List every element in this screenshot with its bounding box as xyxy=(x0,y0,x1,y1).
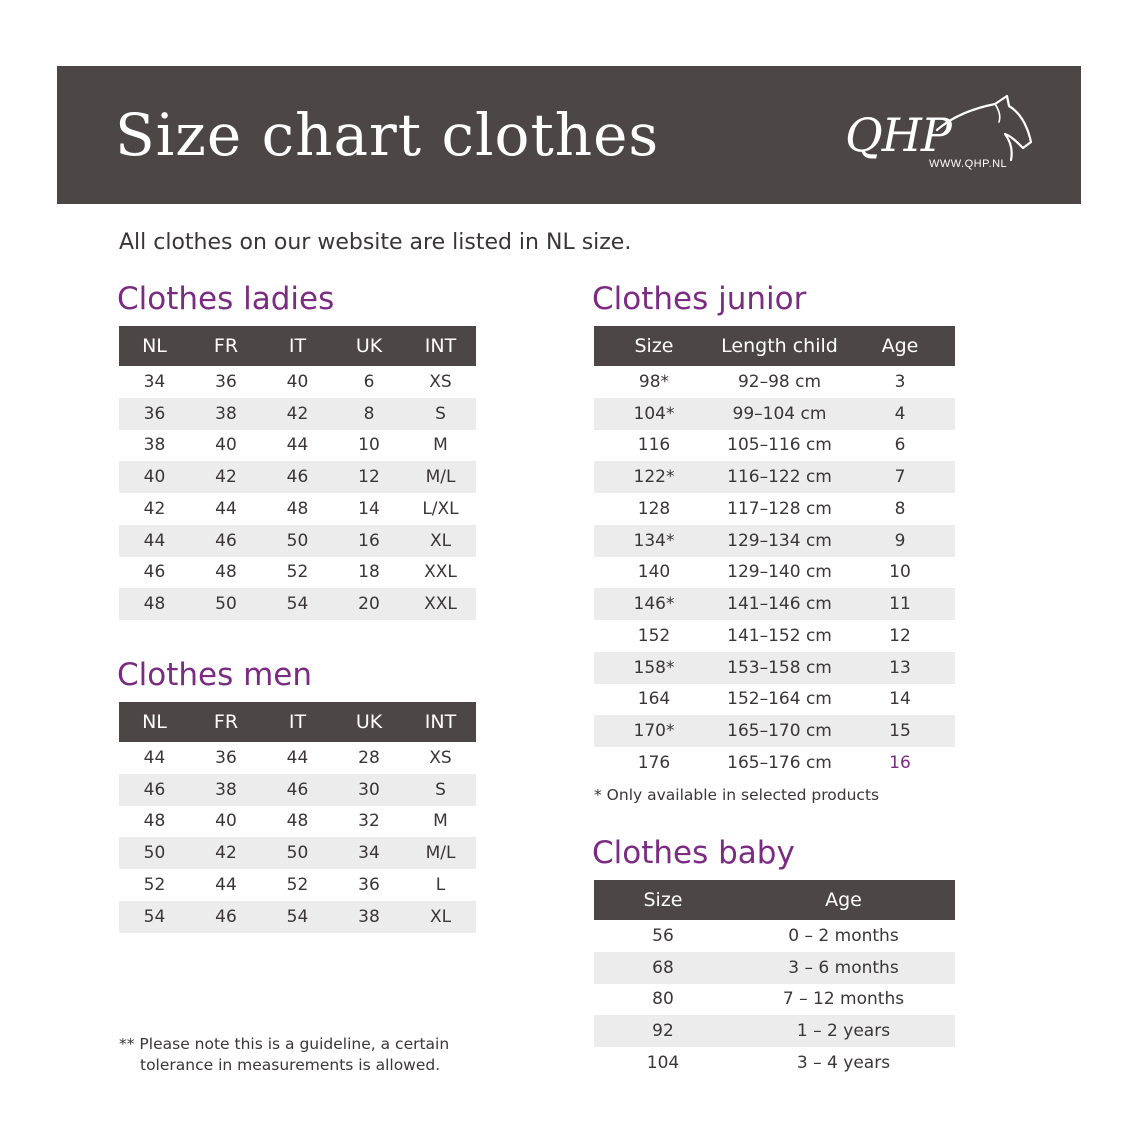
column-header: Size xyxy=(594,880,732,920)
table-cell: 140 xyxy=(637,562,671,583)
table-cell: 105–116 cm xyxy=(727,435,832,456)
table-cell: 98* xyxy=(638,371,670,392)
men-table xyxy=(119,702,476,933)
table-cell: XXL xyxy=(405,588,476,620)
table-header-row xyxy=(594,880,955,920)
table-cell: 92–98 cm xyxy=(737,371,822,392)
table-cell: 16 xyxy=(333,525,405,557)
table-cell: 40 xyxy=(215,811,237,832)
table-cell: M/L xyxy=(405,461,476,493)
table-row xyxy=(119,806,476,838)
table-cell: XS xyxy=(429,747,452,768)
table-cell: S xyxy=(405,774,476,806)
table-row xyxy=(119,557,476,589)
table-cell: 1 – 2 years xyxy=(732,1015,955,1047)
table-cell: 44 xyxy=(286,747,309,768)
table-cell: 10 xyxy=(358,435,380,456)
table-cell: 44 xyxy=(286,435,309,456)
table-cell: 13 xyxy=(845,652,955,684)
table-cell: 3 – 6 months xyxy=(732,952,955,984)
qhp-logo xyxy=(843,94,1033,178)
table-cell: 128 xyxy=(637,498,671,519)
table-row xyxy=(119,901,476,933)
table-cell: 10 xyxy=(889,562,911,583)
table-cell: 44 xyxy=(143,747,166,768)
disclaimer-line-1: ** Please note this is a guideline, a certain xyxy=(119,1035,450,1053)
table-row xyxy=(594,1015,955,1047)
table-header-row xyxy=(119,702,476,742)
table-cell: 134* xyxy=(594,525,714,557)
baby-title: Clothes baby xyxy=(592,835,795,871)
table-cell: 117–128 cm xyxy=(727,498,832,519)
column-header: INT xyxy=(405,702,476,742)
table-cell: 15 xyxy=(845,715,955,747)
table-row xyxy=(594,398,955,430)
table-cell: 11 xyxy=(845,588,955,620)
table-cell: 7 – 12 months xyxy=(782,989,905,1010)
table-cell: 14 xyxy=(889,689,911,710)
table-cell: L xyxy=(435,874,446,895)
table-cell: 99–104 cm xyxy=(714,398,845,430)
table-cell: 165–170 cm xyxy=(714,715,845,747)
table-cell: 54 xyxy=(119,901,190,933)
table-row xyxy=(594,557,955,589)
table-cell: 54 xyxy=(262,901,333,933)
column-header: IT xyxy=(262,326,333,366)
column-header: Size xyxy=(594,326,714,366)
table-row xyxy=(119,588,476,620)
table-cell: 170* xyxy=(594,715,714,747)
table-cell: 46 xyxy=(143,562,166,583)
table-cell: 3 xyxy=(894,371,906,392)
table-cell: 164 xyxy=(637,689,671,710)
column-header: NL xyxy=(119,702,190,742)
column-header: UK xyxy=(333,326,405,366)
table-cell: 48 xyxy=(143,811,166,832)
table-row xyxy=(594,493,955,525)
table-cell: 46 xyxy=(262,774,333,806)
table-cell: 52 xyxy=(143,874,166,895)
table-cell: 104 xyxy=(646,1052,680,1073)
table-cell: L/XL xyxy=(422,498,459,519)
table-cell: 34 xyxy=(143,371,166,392)
table-cell: 36 xyxy=(358,874,380,895)
table-cell: 14 xyxy=(358,498,380,519)
table-cell: 44 xyxy=(215,498,237,519)
table-cell: 38 xyxy=(333,901,405,933)
table-cell: 7 xyxy=(845,461,955,493)
column-header: INT xyxy=(405,326,476,366)
column-header: Age xyxy=(732,880,955,920)
table-row xyxy=(594,588,955,620)
table-cell: XL xyxy=(405,901,476,933)
table-cell: 50 xyxy=(119,837,190,869)
column-header: Length child xyxy=(714,326,845,366)
table-cell: 8 xyxy=(894,498,906,519)
table-cell: 12 xyxy=(333,461,405,493)
table-cell: 152 xyxy=(637,625,671,646)
table-cell: 42 xyxy=(190,837,262,869)
table-row xyxy=(119,774,476,806)
table-row xyxy=(119,461,476,493)
junior-table xyxy=(594,326,955,779)
table-cell: 52 xyxy=(286,874,309,895)
table-row xyxy=(119,837,476,869)
column-header: FR xyxy=(190,702,262,742)
table-row xyxy=(594,430,955,462)
table-cell: 48 xyxy=(286,498,309,519)
table-cell: 176 xyxy=(637,752,671,773)
table-cell: 165–176 cm xyxy=(727,752,832,773)
men-title: Clothes men xyxy=(117,657,313,693)
table-cell: 46 xyxy=(190,525,262,557)
table-cell: 158* xyxy=(594,652,714,684)
page-title: Size chart clothes xyxy=(115,101,660,169)
table-cell: 12 xyxy=(889,625,911,646)
table-row xyxy=(594,620,955,652)
table-row xyxy=(594,652,955,684)
table-cell: 38 xyxy=(143,435,166,456)
column-header: IT xyxy=(262,702,333,742)
table-row xyxy=(594,684,955,716)
table-cell: 16 xyxy=(889,752,911,773)
table-cell: 48 xyxy=(215,562,237,583)
table-cell: 122* xyxy=(594,461,714,493)
table-cell: 116 xyxy=(637,435,671,456)
table-row xyxy=(594,461,955,493)
table-cell: 20 xyxy=(333,588,405,620)
table-cell: 28 xyxy=(358,747,380,768)
table-cell: 48 xyxy=(286,811,309,832)
table-cell: 104* xyxy=(594,398,714,430)
table-row xyxy=(119,398,476,430)
table-cell: 50 xyxy=(190,588,262,620)
table-cell: 42 xyxy=(262,398,333,430)
table-row xyxy=(119,366,476,398)
table-cell: 44 xyxy=(215,874,237,895)
table-cell: 153–158 cm xyxy=(714,652,845,684)
table-cell: XS xyxy=(429,371,452,392)
table-cell: M/L xyxy=(405,837,476,869)
table-cell: 129–134 cm xyxy=(714,525,845,557)
table-cell: 129–140 cm xyxy=(727,562,832,583)
column-header: FR xyxy=(190,326,262,366)
table-cell: 0 – 2 months xyxy=(788,925,899,946)
table-cell: 3 – 4 years xyxy=(796,1052,891,1073)
table-row xyxy=(594,952,955,984)
table-cell: 152–164 cm xyxy=(727,689,832,710)
table-row xyxy=(119,869,476,901)
header-banner xyxy=(57,66,1081,204)
table-header-row xyxy=(594,326,955,366)
table-cell: 46 xyxy=(119,774,190,806)
table-cell: 44 xyxy=(119,525,190,557)
table-cell: 50 xyxy=(262,525,333,557)
logo-wordmark: QHP xyxy=(845,108,951,162)
table-cell: 36 xyxy=(215,371,237,392)
table-row xyxy=(119,430,476,462)
table-cell: 56 xyxy=(652,925,674,946)
table-cell: M xyxy=(433,435,448,456)
table-row xyxy=(594,920,955,952)
table-row xyxy=(594,525,955,557)
logo-url: WWW.QHP.NL xyxy=(929,158,1008,170)
table-cell: 116–122 cm xyxy=(714,461,845,493)
table-cell: 8 xyxy=(333,398,405,430)
table-cell: 6 xyxy=(894,435,906,456)
table-cell: 50 xyxy=(262,837,333,869)
junior-footnote: * Only available in selected products xyxy=(594,786,880,804)
disclaimer-line-2: tolerance in measurements is allowed. xyxy=(140,1056,441,1074)
table-cell: M xyxy=(433,811,448,832)
column-header: Age xyxy=(845,326,955,366)
baby-table xyxy=(594,880,955,1079)
table-cell: 40 xyxy=(119,461,190,493)
table-cell: 54 xyxy=(262,588,333,620)
table-row xyxy=(594,1047,955,1079)
intro-text: All clothes on our website are listed in NL size. xyxy=(119,230,632,255)
table-header-row xyxy=(119,326,476,366)
table-cell: 9 xyxy=(845,525,955,557)
column-header: NL xyxy=(119,326,190,366)
table-row xyxy=(594,715,955,747)
table-cell: 38 xyxy=(190,774,262,806)
table-cell: 30 xyxy=(333,774,405,806)
ladies-table xyxy=(119,326,476,620)
table-row xyxy=(594,747,955,779)
table-cell: 48 xyxy=(119,588,190,620)
table-cell: 141–152 cm xyxy=(727,625,832,646)
table-cell: 42 xyxy=(190,461,262,493)
table-cell: 52 xyxy=(286,562,309,583)
table-cell: 80 xyxy=(652,989,674,1010)
table-cell: 146* xyxy=(594,588,714,620)
junior-title: Clothes junior xyxy=(592,281,807,317)
table-row xyxy=(594,984,955,1016)
table-cell: 36 xyxy=(119,398,190,430)
table-cell: XXL xyxy=(424,562,457,583)
table-cell: S xyxy=(405,398,476,430)
table-row xyxy=(119,493,476,525)
table-cell: 40 xyxy=(286,371,309,392)
table-cell: 34 xyxy=(333,837,405,869)
ladies-title: Clothes ladies xyxy=(117,281,335,317)
table-cell: 68 xyxy=(594,952,732,984)
table-cell: 4 xyxy=(845,398,955,430)
table-cell: 141–146 cm xyxy=(714,588,845,620)
table-cell: 92 xyxy=(594,1015,732,1047)
table-cell: 18 xyxy=(358,562,380,583)
table-cell: 32 xyxy=(358,811,380,832)
table-row xyxy=(119,525,476,557)
table-cell: 40 xyxy=(215,435,237,456)
table-cell: 46 xyxy=(262,461,333,493)
table-cell: 46 xyxy=(190,901,262,933)
table-cell: 38 xyxy=(190,398,262,430)
table-row xyxy=(119,742,476,774)
table-cell: 42 xyxy=(143,498,166,519)
table-row xyxy=(594,366,955,398)
table-cell: XL xyxy=(405,525,476,557)
table-cell: 6 xyxy=(363,371,375,392)
table-cell: 36 xyxy=(215,747,237,768)
column-header: UK xyxy=(333,702,405,742)
